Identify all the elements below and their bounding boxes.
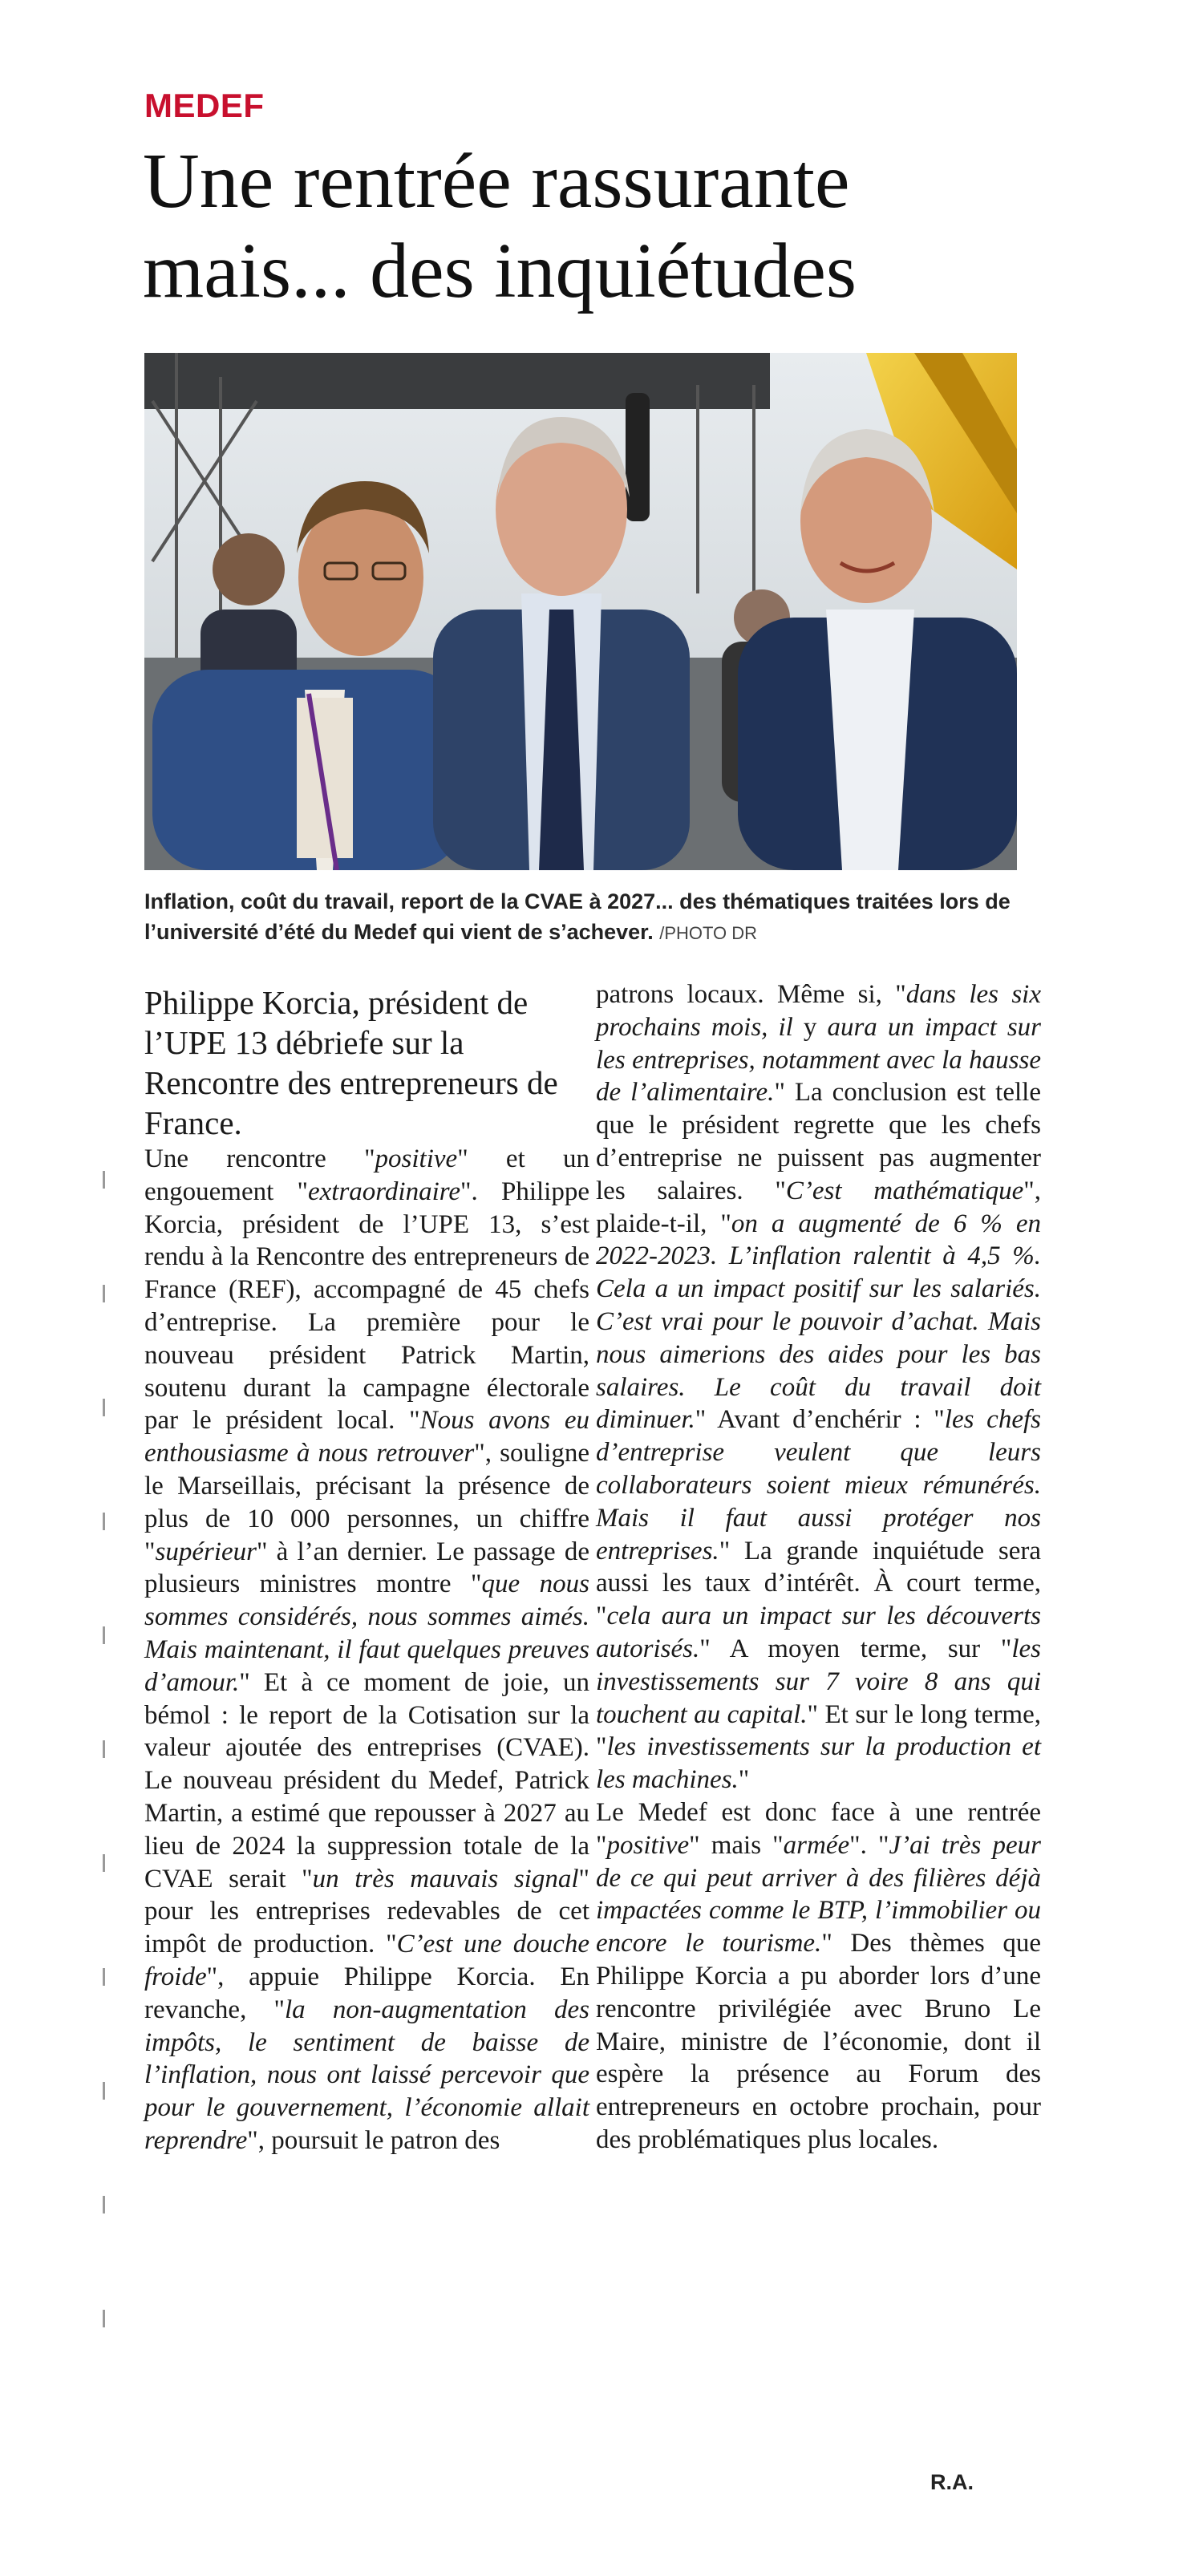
headline-line-2: mais... des inquiétudes <box>143 228 857 314</box>
article-photo <box>144 353 1017 870</box>
gutter-mark <box>103 1285 105 1302</box>
quote-segment: positive <box>606 1830 690 1860</box>
quote-segment: les chefs d’entreprise veulent que leurs collaborateurs soient mieux rémunérés. Mais il faut aussi protéger nos entreprises. <box>596 1405 1041 1565</box>
gutter-mark <box>103 1968 105 1986</box>
caption-text: Inflation, coût du travail, report de la CVAE à 2027... des thématiques traitées lors de l’université d’été du Medef qui vient de s’achever. <box>144 889 1011 944</box>
text-segment: y <box>792 1012 828 1042</box>
text-segment: " A moyen terme, sur " <box>699 1634 1012 1663</box>
quote-segment: la non-augmentation des impôts, le sentiment de baisse de l’inflation, nous ont laissé percevoir que pour le gouvernement, l’économie allait reprendre <box>144 1995 589 2155</box>
body-paragraph <box>596 978 1041 2157</box>
gutter-mark <box>103 2310 105 2327</box>
photo-caption <box>144 886 1027 949</box>
quote-segment: armée <box>783 1830 850 1860</box>
gutter-mark <box>103 1513 105 1530</box>
gutter-mark <box>103 1626 105 1644</box>
gutter-mark <box>103 2196 105 2213</box>
quote-segment: extraordinaire <box>308 1177 461 1206</box>
quote-segment: cela aura un impact sur les découverts autorisés. <box>596 1602 1041 1663</box>
gutter-mark <box>103 2082 105 2100</box>
quote-segment: aura un impact sur les entreprises, notamment avec la hausse de l’alimentaire. <box>596 1012 1041 1108</box>
quote-segment: Nous avons eu enthousiasme à nous retrouver <box>144 1406 589 1468</box>
gutter-mark <box>103 1399 105 1416</box>
quote-segment: que nous sommes considérés, nous sommes aimés. Mais maintenant, il faut quelques preuves d’amour. <box>144 1569 589 1697</box>
quote-segment: supérieur <box>155 1537 257 1566</box>
photo-illustration <box>144 353 1017 870</box>
headline <box>143 136 1025 316</box>
text-segment: " et un engouement " <box>144 1144 589 1206</box>
quote-segment: les investissements sur la production et les machines. <box>596 1732 1041 1795</box>
text-segment: " La grande inquiétude sera aussi les taux d’intérêt. À court terme, " <box>596 1536 1041 1631</box>
article-column-right <box>596 978 1041 2157</box>
author-signature: R.A. <box>930 2470 974 2494</box>
text-segment: Une rencontre " <box>144 1144 375 1173</box>
quote-segment: C’est mathématique <box>785 1176 1024 1205</box>
quote-segment: dans les six prochains mois, il <box>596 980 1041 1042</box>
gutter-mark <box>103 1171 105 1189</box>
body-paragraph <box>144 1143 589 2157</box>
article-lede: Philippe Korcia, président de l’UPE 13 débriefe sur la Rencontre des entrepreneurs de France. <box>144 984 558 1141</box>
text-segment: ", appuie Philippe Korcia. En revanche, " <box>144 1962 589 2024</box>
quote-segment: un très mauvais signal <box>312 1864 579 1894</box>
headline-line-1: Une rentrée rassurante <box>143 138 850 225</box>
text-segment: ", souligne le Marseillais, précisant la présence de plus de 10 000 personnes, un chiffre " <box>144 1439 590 1566</box>
gutter-mark <box>103 1740 105 1758</box>
text-segment: patrons locaux. Même si, " <box>596 980 906 1009</box>
text-segment: " Et à ce moment de joie, un bémol : le report de la Cotisation sur la valeur ajoutée des entreprises (CVAE). Le nouveau président du Medef, Patrick Martin, a estimé que repousser à 2027 au lieu de 2024 la suppression totale de la CVAE serait " <box>144 1667 589 1894</box>
gutter-marks <box>103 1171 106 2470</box>
gutter-mark <box>103 1854 105 1872</box>
quote-segment: les investissements sur 7 voire 8 ans qui touchent au capital. <box>596 1634 1041 1729</box>
text-segment: " La conclusion est telle que le président regrette que les chefs d’entreprise ne puissent pas augmenter les salaires. " <box>596 1078 1041 1205</box>
text-segment: ". " <box>849 1830 889 1860</box>
text-segment: " Avant d’enchérir : " <box>695 1405 945 1435</box>
section-kicker: MEDEF <box>144 87 265 124</box>
article-column-left <box>144 982 589 2157</box>
quote-segment: on a augmenté de 6 % en 2022-2023. L’inflation ralentit à 4,5 %. Cela a un impact positif sur les salariés. C’est vrai pour le pouvoir d’achat. Mais nous aimerions des aides pour les bas salaires. Le coût du travail doit diminuer. <box>596 1209 1042 1435</box>
text-segment: " pour les entreprises redevables de cet impôt de production. " <box>144 1864 590 1959</box>
text-segment: " Et sur le long terme, " <box>596 1699 1041 1762</box>
text-segment: " mais " <box>689 1830 784 1860</box>
text-segment: " <box>738 1765 750 1795</box>
text-segment: Le Medef est donc face à une rentrée " <box>596 1797 1041 1860</box>
text-segment: " Des thèmes que Philippe Korcia a pu aborder lors d’une rencontre privilégiée avec Bruno Le Maire, ministre de l’économie, dont il espère la présence au Forum des entrepreneurs en octobre prochain, pour des problématiques plus locales. <box>596 1929 1041 2154</box>
text-segment: ", poursuit le patron des <box>247 2125 500 2155</box>
photo-credit: /PHOTO DR <box>659 923 758 943</box>
quote-segment: J’ai très peur de ce qui peut arriver à des filières déjà impactées comme le BTP, l’immobilier ou encore le tourisme. <box>596 1830 1041 1958</box>
text-segment: ". Philippe Korcia, président de l’UPE 13, s’est rendu à la Rencontre des entrepreneurs de France (REF), accompagné de 45 chefs d’entreprise. La première pour le nouveau président Patrick Martin, soutenu durant la campagne électorale par le président local. " <box>144 1177 589 1436</box>
text-segment: ", plaide-t-il, " <box>596 1176 1041 1238</box>
text-segment: " à l’an dernier. Le passage de plusieurs ministres montre " <box>144 1537 589 1599</box>
quote-segment: C’est une douche froide <box>144 1930 589 1991</box>
quote-segment: positive <box>375 1144 458 1173</box>
